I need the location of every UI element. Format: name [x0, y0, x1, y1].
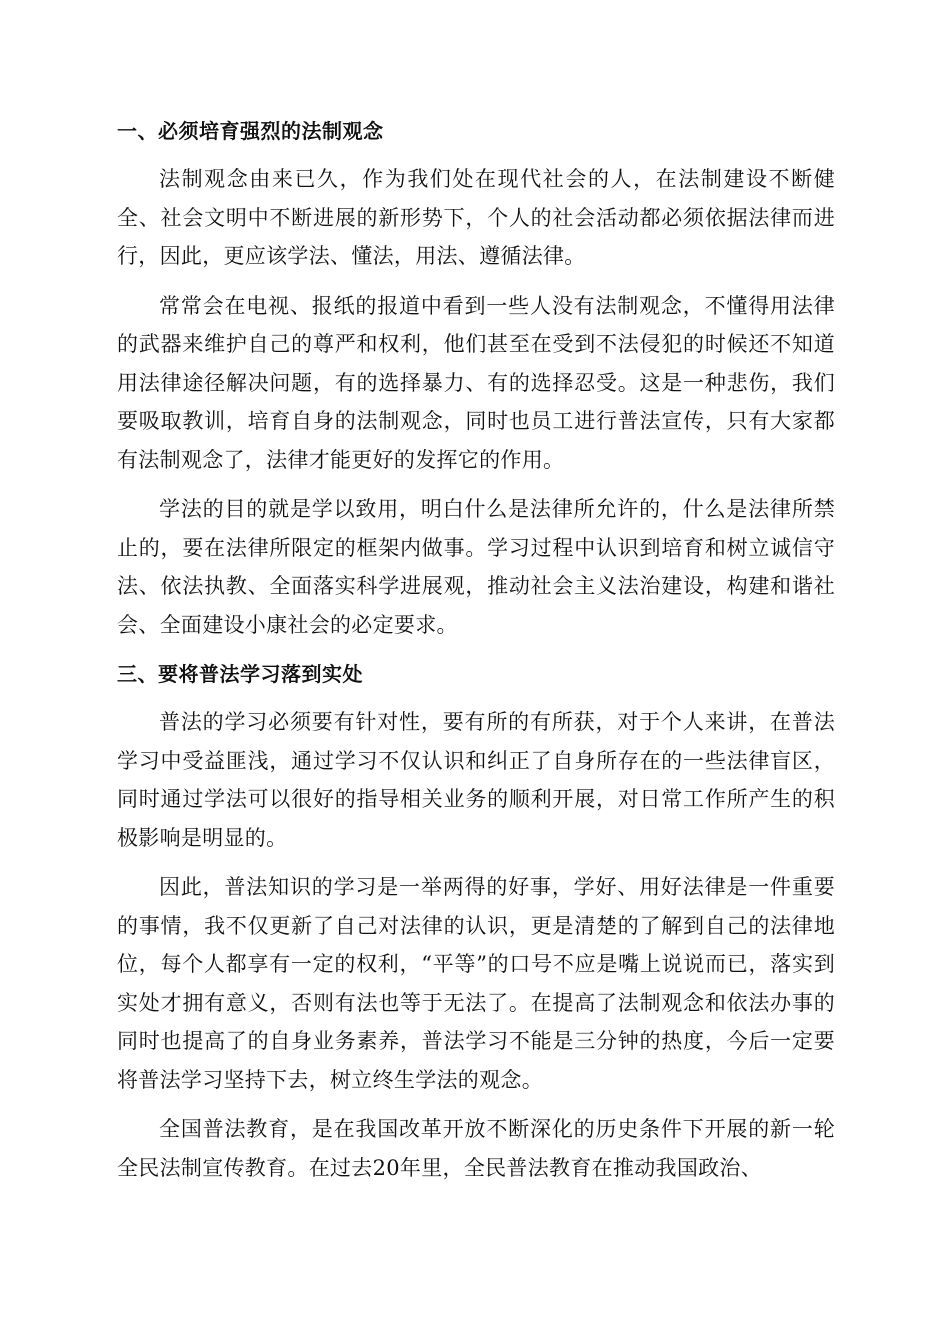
paragraph: 普法的学习必须要有针对性，要有所的有所获，对于个人来讲，在普法学习中受益匪浅，通过学习不仅认识和纠正了自身所存在的一些法律盲区，同时通过学法可以很好的指导相关业务的顺利开展，对日常工作所产生的积极影响是明显的。 [117, 710, 835, 850]
section-heading: 三、要将普法学习落到实处 [117, 662, 363, 686]
document-page [117, 112, 835, 1198]
section-heading: 一、必须培育强烈的法制观念 [117, 119, 384, 143]
paragraph: 常常会在电视、报纸的报道中看到一些人没有法制观念，不懂得用法律的武器来维护自己的尊严和权利，他们甚至在受到不法侵犯的时候还不知道用法律途径解决问题，有的选择暴力、有的选择忍受。这是一种悲伤，我们要吸取教训，培育自身的法制观念，同时也员工进行普法宣传，只有大家都有法制观念了，法律才能更好的发挥它的作用。 [117, 293, 835, 472]
paragraph: 法制观念由来已久，作为我们处在现代社会的人，在法制建设不断健全、社会文明中不断进展的新形势下，个人的社会活动都必须依据法律而进行，因此，更应该学法、懂法，用法、遵循法律。 [117, 167, 835, 268]
paragraph: 学法的目的就是学以致用，明白什么是法律所允许的，什么是法律所禁止的，要在法律所限定的框架内做事。学习过程中认识到培育和树立诚信守法、依法执教、全面落实科学进展观，推动社会主义法治建设，构建和谐社会、全面建设小康社会的必定要求。 [117, 497, 835, 637]
paragraph: 因此，普法知识的学习是一举两得的好事，学好、用好法律是一件重要的事情，我不仅更新了自己对法律的认识，更是清楚的了解到自己的法律地位，每个人都享有一定的权利，“平等”的口号不应是嘴上说说而已，落实到实处才拥有意义，否则有法也等于无法了。在提高了法制观念和依法办事的同时也提高了的自身业务素养，普法学习不能是三分钟的热度，今后一定要将普法学习坚持下去，树立终生学法的观念。 [117, 875, 835, 1092]
paragraph: 全国普法教育，是在我国改革开放不断深化的历史条件下开展的新一轮全民法制宣传教育。在过去20年里，全民普法教育在推动我国政治、 [117, 1117, 835, 1180]
